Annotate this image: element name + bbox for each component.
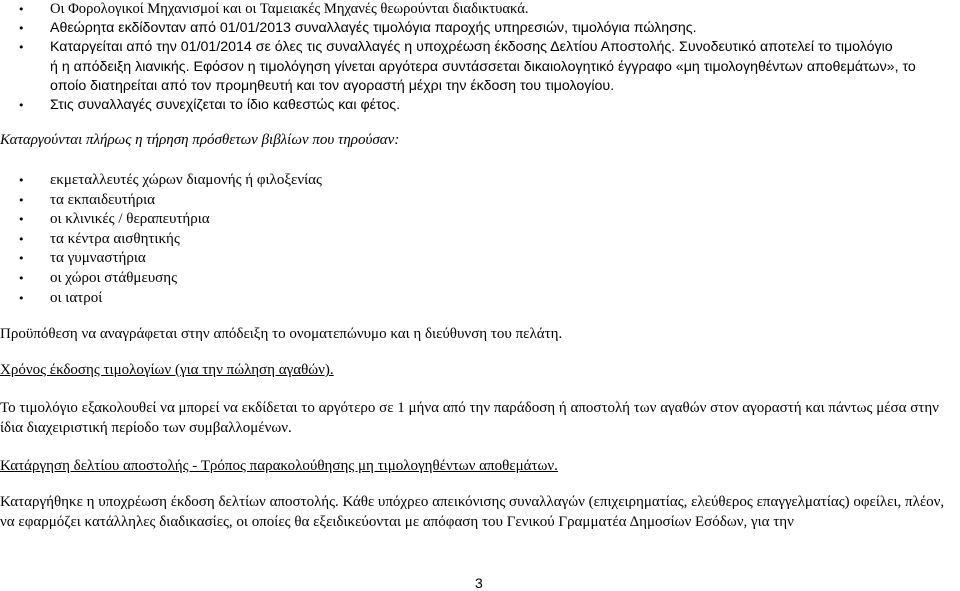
list-item-text: οι κλινικές / θεραπευτήρια xyxy=(50,211,210,228)
bullet-text: Καταργείται από την 01/01/2014 σε όλες τις συναλλαγές η υποχρέωση έκδοσης Δελτίου Αποστολής. Συνοδευτικό αποτελεί το τιμολόγιο xyxy=(50,39,893,56)
bullet-text: ή η απόδειξη λιανικής. xyxy=(50,58,190,75)
bullet-text: Στις συναλλαγές συνεχίζεται το ίδιο καθεστώς και φέτος. xyxy=(50,97,401,114)
list-item-text: οι χώροι στάθμευσης xyxy=(50,269,178,286)
bullet-item xyxy=(50,19,955,38)
delivery-note-heading: Κατάργηση δελτίου αποστολής - Τρόπος παρακολούθησης μη τιμολογηθέντων αποθεμάτων. xyxy=(0,458,558,474)
bullet-text: Αθεώρητα εκδίδονταν από 01/01/2013 συναλλαγές τιμολόγια παροχής υπηρεσιών, τιμολόγια πώλησης. xyxy=(50,20,697,37)
list-item xyxy=(50,289,322,309)
delivery-note-paragraph: Καταργήθηκε η υποχρέωση έκδοση δελτίων αποστολής. Κάθε υπόχρεο απεικόνισης συναλλαγών (επιχειρηματίας, ελεύθερος επαγγελματίας) οφείλει, πλέον, να εφαρμόζει κατάλληλες διαδικασίες, οι οποίες θα εξειδικεύονται με απόφαση του Γενικού Γραμματέα Δημοσίων Εσόδων, για την xyxy=(0,494,945,530)
list-item-text: τα κέντρα αισθητικής xyxy=(50,230,180,247)
list-item-text: εκμεταλλευτές χώρων διαμονής ή φιλοξενίας xyxy=(50,172,322,188)
top-bullet-list xyxy=(50,0,955,115)
books-heading: Καταργούνται πλήρως η τήρηση πρόσθετων βιβλίων που τηρούσαν: xyxy=(0,132,400,148)
list-item xyxy=(50,230,322,250)
list-item xyxy=(50,210,322,230)
prerequisite-paragraph: Προϋπόθεση να αναγράφεται στην απόδειξη το ονοματεπώνυμο και η διεύθυνση του πελάτη. xyxy=(0,326,563,342)
bullet-item xyxy=(50,38,955,96)
list-item-text: οι ιατροί xyxy=(50,289,103,306)
invoice-time-paragraph: Το τιμολόγιο εξακολουθεί να μπορεί να εκδίδεται το αργότερο σε 1 μήνα από την παράδοση ή αποστολή των αγαθών στον αγοραστή και πάντως μέσα στην ίδια διαχειριστική περίοδο των συμβαλλομένων. xyxy=(0,400,939,436)
bullet-text: Εφόσον η τιμολόγηση γίνεται αργότερα συντάσσεται δικαιολογητικό έγγραφο «μη τιμολογηθέντων αποθεμάτων», το οποίο διατηρείται από τον προμηθευτή και τον αγοραστή μέχρι την έκδοση του τιμολογίου. xyxy=(50,58,916,94)
list-item-text: τα εκπαιδευτήρια xyxy=(50,191,156,208)
list-item xyxy=(50,269,322,289)
bullet-item xyxy=(50,96,955,115)
page-number: 3 xyxy=(475,575,483,591)
bullet-text: Οι Φορολογικοί Μηχανισμοί και οι Ταμειακές Μηχανές θεωρούνται διαδικτυακά. xyxy=(50,1,529,17)
list-item xyxy=(50,171,322,191)
list-item xyxy=(50,191,322,211)
list-item-text: τα γυμναστήρια xyxy=(50,250,146,267)
books-list xyxy=(50,171,322,308)
list-item xyxy=(50,249,322,269)
bullet-item xyxy=(50,0,955,19)
invoice-time-heading: Χρόνος έκδοσης τιμολογίων (για την πώληση αγαθών). xyxy=(0,362,334,378)
